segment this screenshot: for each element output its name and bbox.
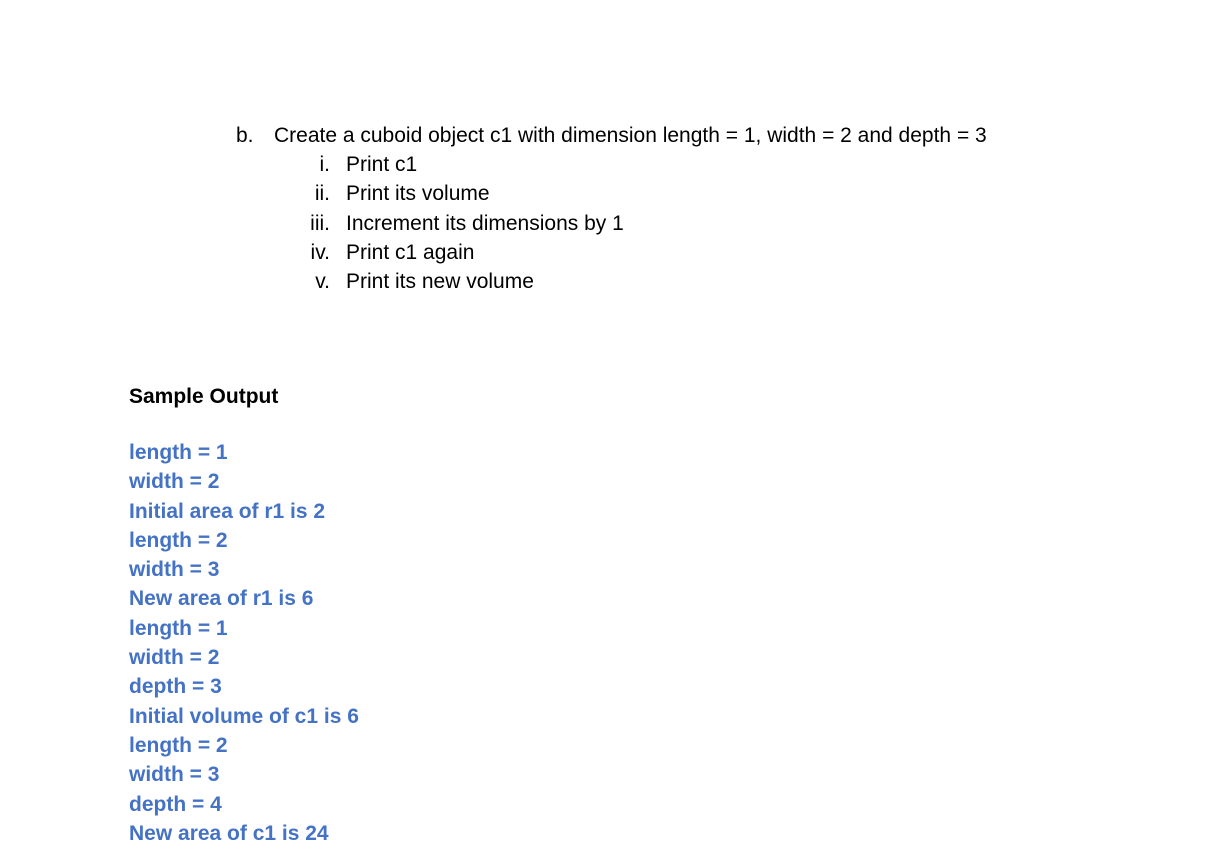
output-line: Initial area of r1 is 2 (129, 499, 326, 523)
output-line: depth = 4 (129, 792, 222, 816)
sample-output-list (129, 438, 359, 848)
output-line: Initial volume of c1 is 6 (129, 704, 359, 728)
output-line: New area of c1 is 24 (129, 821, 329, 845)
subitem-text: Print its new volume (346, 270, 534, 293)
output-line: depth = 3 (129, 675, 222, 699)
subitem-marker: iii. (310, 212, 330, 235)
subitem-marker: ii. (314, 182, 330, 205)
subitem-text: Print c1 (346, 153, 418, 176)
question-marker: b. (236, 124, 254, 147)
subitem-marker: i. (319, 153, 330, 176)
subitem-text: Increment its dimensions by 1 (346, 212, 624, 235)
output-line: length = 1 (129, 441, 228, 464)
output-line: length = 2 (129, 733, 228, 757)
output-line: width = 3 (129, 763, 220, 787)
subitem-text: Print its volume (346, 182, 490, 205)
subitem-text: Print c1 again (346, 241, 475, 264)
output-line: width = 2 (129, 646, 220, 670)
question-text: Create a cuboid object c1 with dimension length = 1, width = 2 and depth = 3 (274, 124, 987, 147)
output-line: length = 2 (129, 528, 228, 552)
output-line: width = 3 (129, 558, 220, 582)
subitem-marker: iv. (310, 241, 330, 264)
subitem-marker: v. (315, 270, 330, 293)
output-line: New area of r1 is 6 (129, 587, 314, 611)
output-line: length = 1 (129, 616, 228, 640)
sample-output-heading: Sample Output (129, 385, 279, 408)
output-line: width = 2 (129, 470, 220, 494)
